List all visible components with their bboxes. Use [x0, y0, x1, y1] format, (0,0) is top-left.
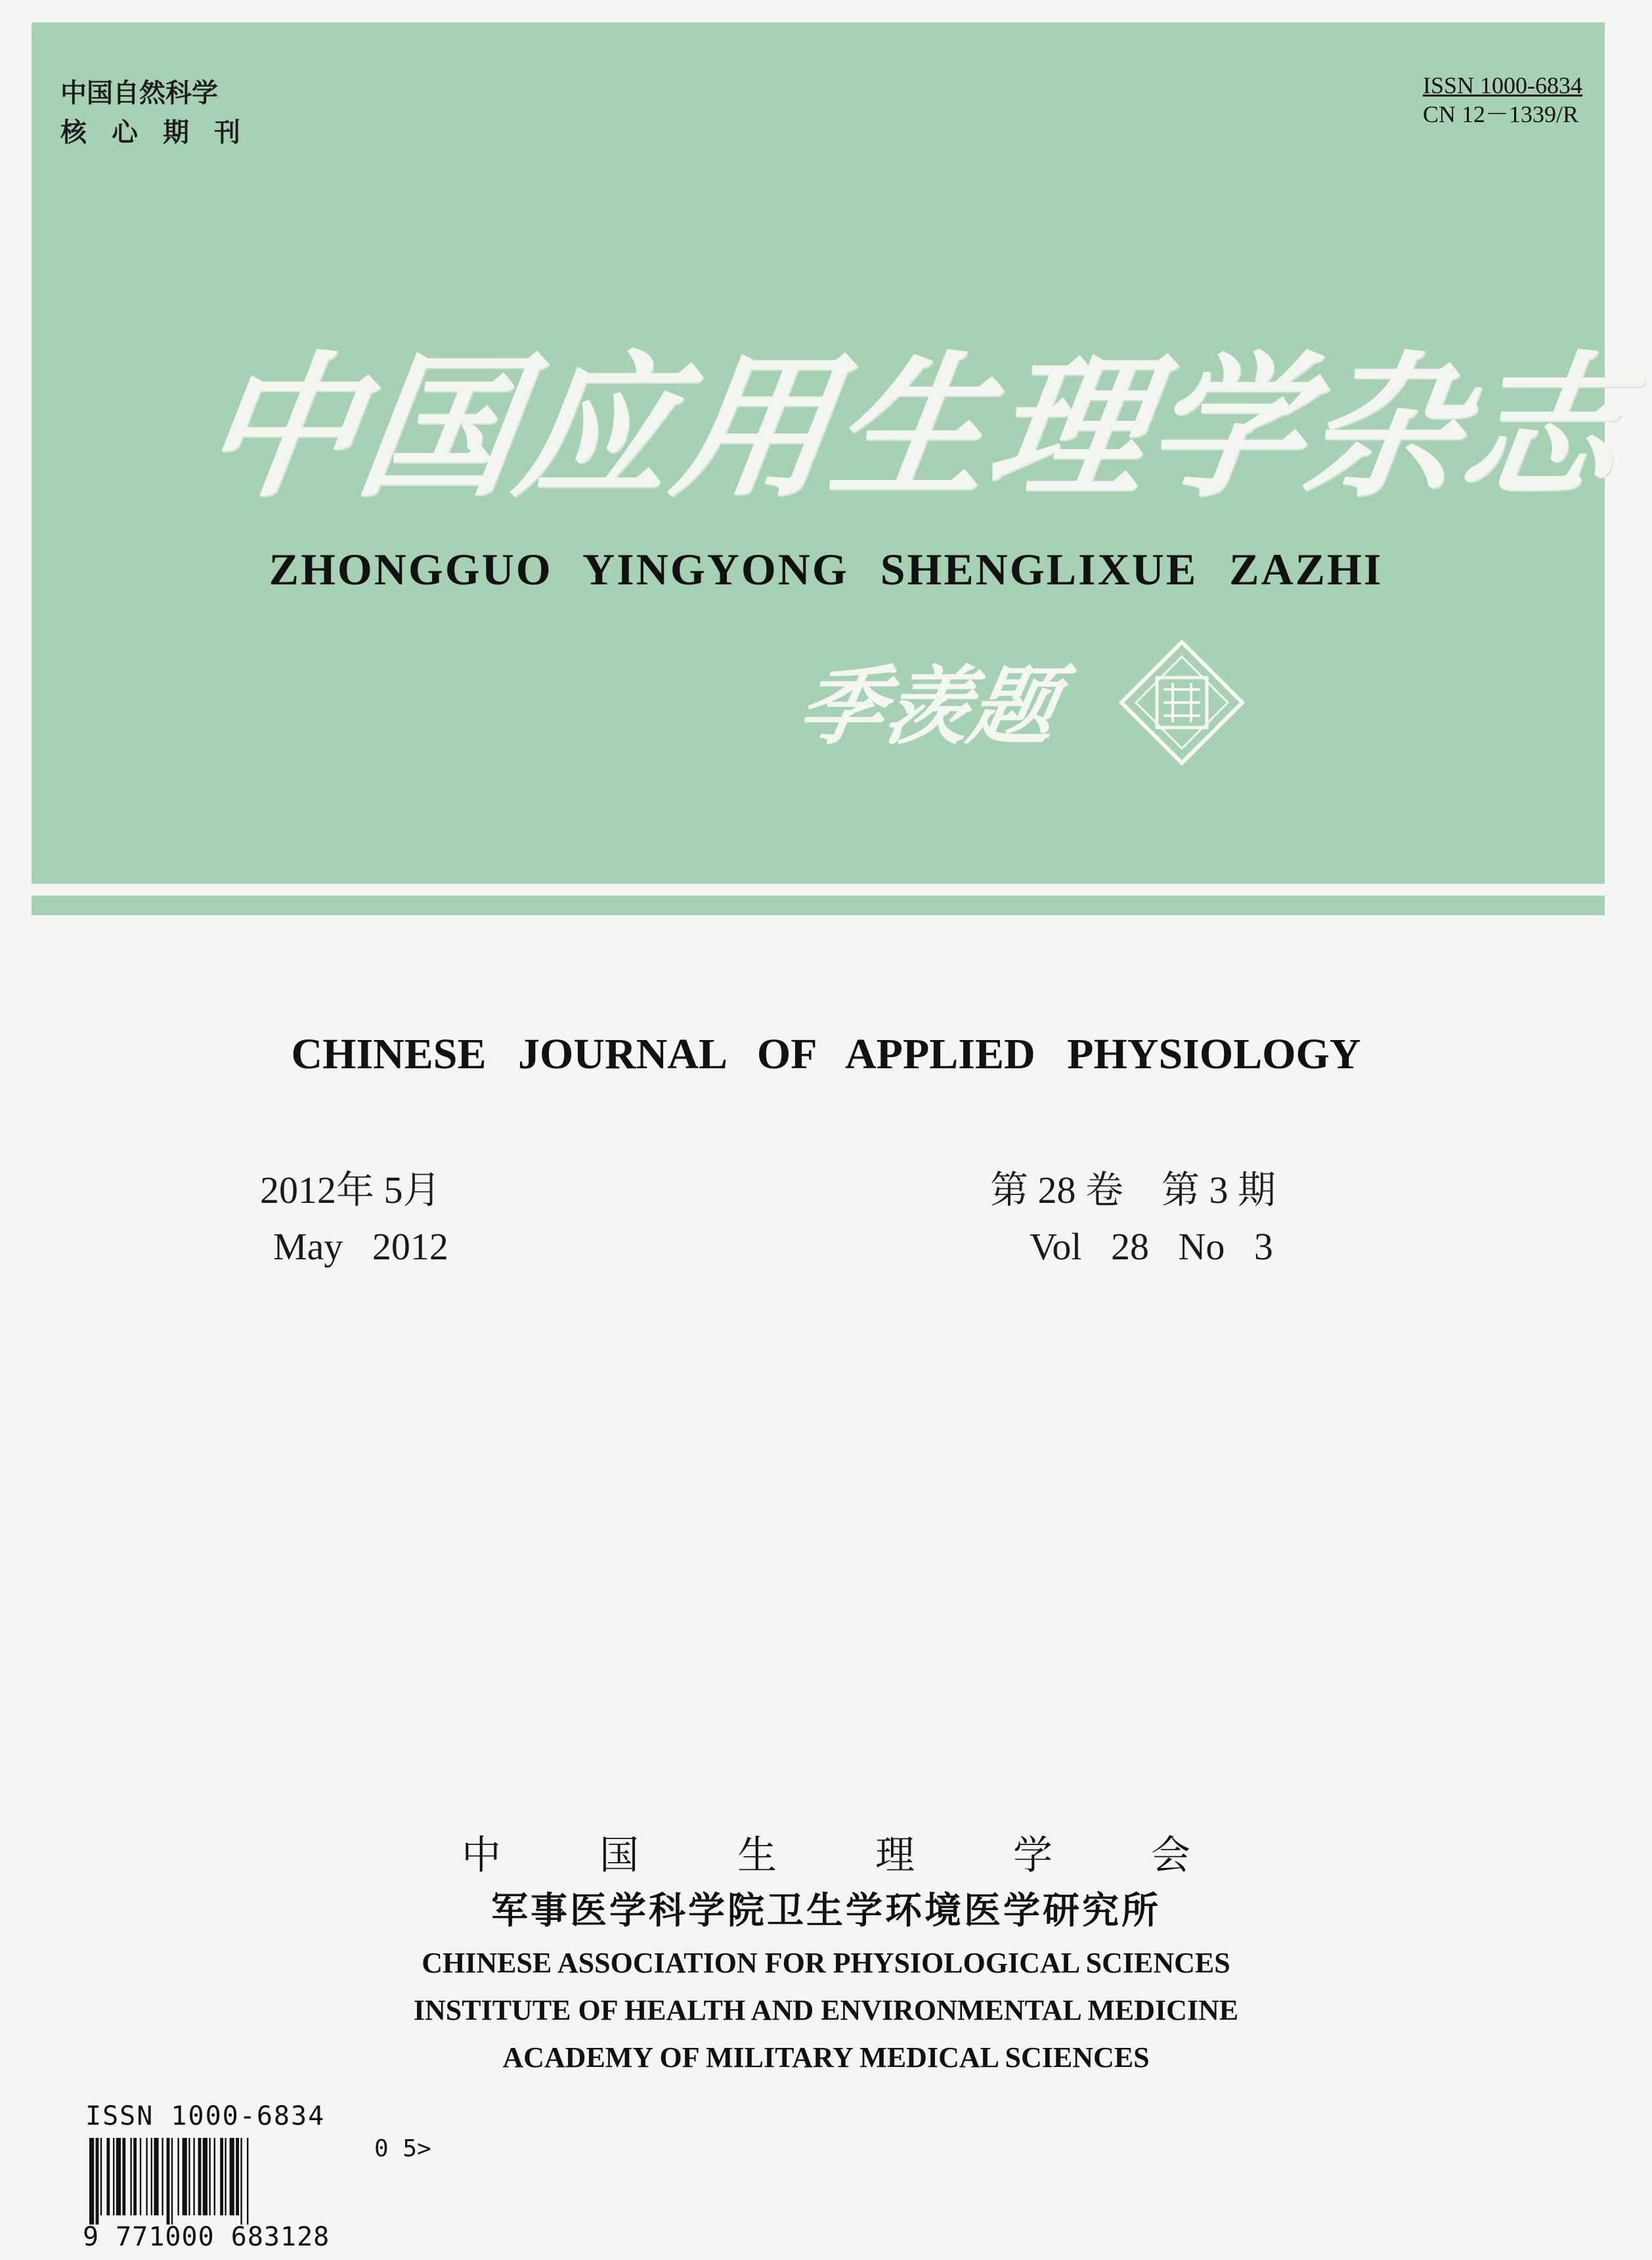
barcode-bar — [198, 2138, 202, 2215]
barcode-bar — [230, 2138, 234, 2215]
issue-volume — [990, 1162, 1276, 1275]
barcode-bar — [133, 2138, 137, 2215]
barcode-bar — [89, 2138, 94, 2225]
issue-date-en: May 2012 — [273, 1225, 448, 1268]
publisher-cn-society: 中国生理学会 — [462, 1833, 1289, 1879]
barcode-bar — [236, 2138, 239, 2215]
barcode-bar — [154, 2138, 158, 2215]
cover-divider-band — [32, 884, 1605, 896]
core-journal-label — [60, 74, 265, 152]
barcode-bar — [171, 2138, 173, 2225]
publisher-cn-institute: 军事医学科学院卫生学环境医学研究所 — [491, 1890, 1161, 1932]
issn-number: ISSN 1000-6834 — [1422, 72, 1582, 98]
issn-cn-block — [1423, 71, 1582, 129]
barcode-bar — [162, 2138, 163, 2215]
barcode-bar — [203, 2138, 207, 2215]
barcode-bar — [188, 2138, 190, 2215]
issue-volume-cn: 第 28 卷 第 3 期 — [990, 1169, 1276, 1211]
barcode-bar — [116, 2138, 121, 2215]
barcode-bars — [89, 2138, 372, 2225]
seal-stamp-icon — [1116, 637, 1248, 768]
barcode-bar — [151, 2138, 152, 2215]
calligraphy-title: 中国应用生理学杂志 — [190, 336, 1635, 518]
barcode-bar — [106, 2138, 110, 2215]
barcode-bar — [130, 2138, 131, 2215]
barcode — [83, 2101, 437, 2252]
publishers-block — [0, 1828, 1652, 2081]
barcode-bar — [240, 2138, 242, 2225]
issue-volume-en: Vol 28 No 3 — [1030, 1225, 1273, 1268]
cn-number: CN 12－1339/R — [1422, 101, 1578, 127]
barcode-bar — [122, 2138, 125, 2215]
core-label-line1: 中国自然科学 — [60, 78, 218, 108]
barcode-bar — [167, 2138, 170, 2225]
barcode-bar — [140, 2138, 141, 2215]
calligraphy-inscription: 季羡题 — [791, 656, 1065, 756]
barcode-bar — [113, 2138, 114, 2215]
english-title: CHINESE JOURNAL OF APPLIED PHYSIOLOGY — [291, 1030, 1361, 1078]
publisher-en-institute: INSTITUTE OF HEALTH AND ENVIRONMENTAL MEDICINE — [413, 1994, 1239, 2026]
barcode-bar — [214, 2138, 215, 2215]
barcode-bar — [193, 2138, 194, 2215]
cover-green-stripe — [32, 896, 1605, 915]
issue-date — [260, 1162, 448, 1275]
barcode-bar — [220, 2138, 223, 2215]
barcode-issn: ISSN 1000-6834 — [85, 2101, 326, 2131]
issue-date-cn: 2012年 5月 — [260, 1169, 441, 1211]
barcode-digits: 9 771000 683128 — [83, 2222, 330, 2252]
barcode-bar — [183, 2138, 187, 2215]
barcode-bar — [247, 2138, 248, 2225]
publisher-en-society: CHINESE ASSOCIATION FOR PHYSIOLOGICAL SCIENCES — [422, 1947, 1230, 1979]
publisher-en-academy: ACADEMY OF MILITARY MEDICAL SCIENCES — [502, 2041, 1150, 2074]
pinyin-title: ZHONGGUO YINGYONG SHENGLIXUE ZAZHI — [269, 544, 1383, 594]
barcode-bar — [146, 2138, 147, 2215]
barcode-bar — [225, 2138, 226, 2215]
barcode-bar — [100, 2138, 102, 2215]
core-label-line2: 核心期刊 — [60, 118, 265, 148]
barcode-bar — [209, 2138, 210, 2215]
barcode-addon: 0 5> — [374, 2135, 431, 2162]
barcode-bar — [96, 2138, 99, 2225]
barcode-bar — [177, 2138, 179, 2215]
